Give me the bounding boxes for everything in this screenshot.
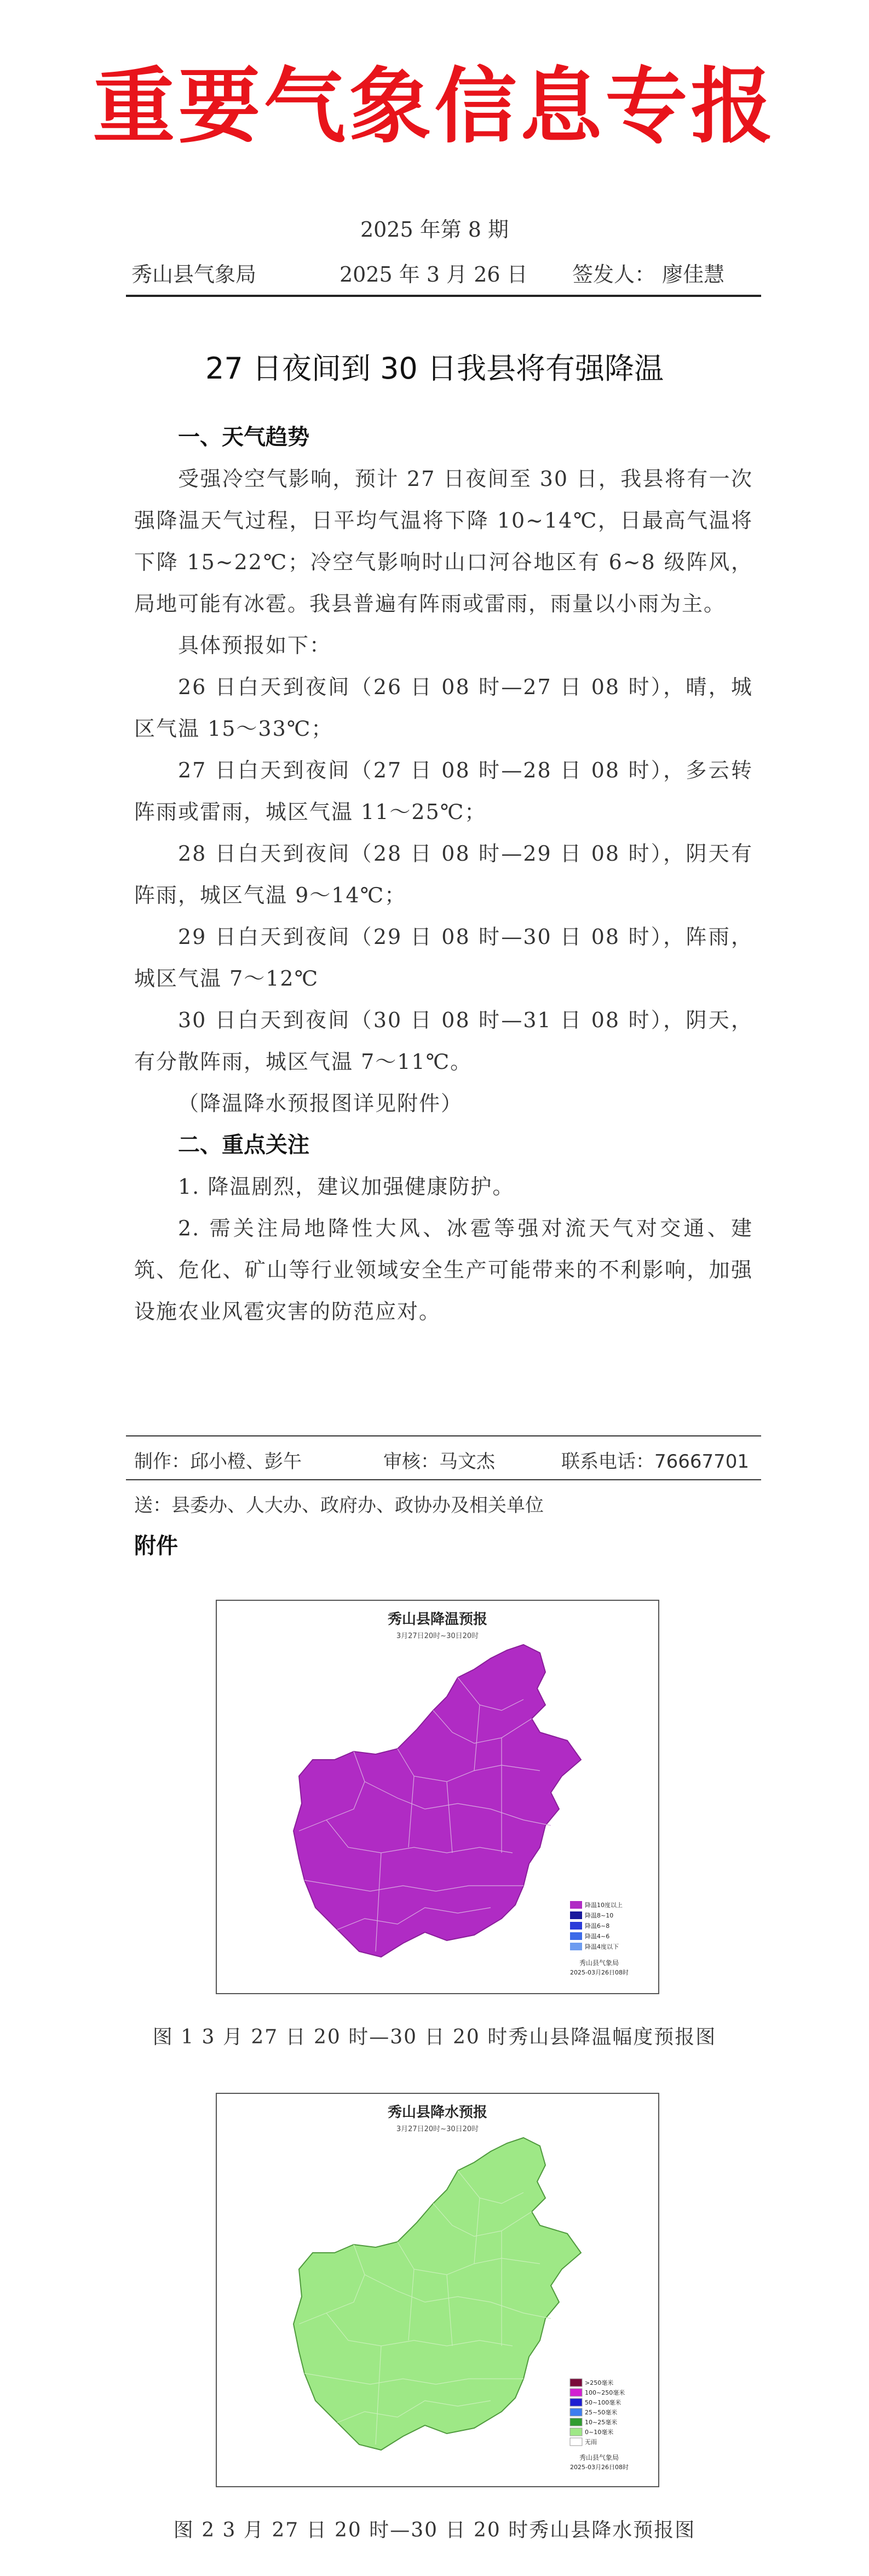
map2-legend-swatch-2 [570, 2389, 582, 2396]
map2-legend-label-2: 100~250毫米 [585, 2389, 625, 2396]
map2-legend-swatch-4 [570, 2408, 582, 2416]
forecast-day-26: 26 日白天到夜间（26 日 08 时—27 日 08 时），晴，城区气温 15～33℃； [134, 675, 753, 741]
section-weather-trend: 一、天气趋势 [178, 425, 309, 450]
map1-legend-swatch-3 [570, 1922, 582, 1930]
attachment-heading: 附件 [134, 1533, 178, 1559]
forecast-day-27: 27 日白天到夜间（27 日 08 时—28 日 08 时），多云转阵雨或雷雨，城区气温 11～25℃； [134, 758, 753, 824]
footer-row [134, 1446, 753, 1474]
map1-legend [570, 1901, 629, 1976]
county-region-shape-2 [293, 2138, 581, 2450]
map2-title: 秀山县降水预报 [387, 2104, 488, 2121]
cooling-forecast-map [216, 1600, 659, 1994]
map1-source: 秀山县气象局 [579, 1959, 619, 1967]
distribution-list: 送：县委办、人大办、政府办、政协办及相关单位 [134, 1495, 544, 1516]
attention-item-2: 2. 需关注局地降性大风、冰雹等强对流天气对交通、建筑、危化、矿山等行业领域安全生产可能带来的不利影响，加强设施农业风雹灾害的防范应对。 [134, 1216, 753, 1324]
section-key-attention: 二、重点关注 [178, 1132, 309, 1158]
map2-legend-swatch-3 [570, 2398, 582, 2406]
map2-legend-label-7: 无雨 [585, 2438, 597, 2446]
forecast-day-29: 29 日白天到夜间（29 日 08 时—30 日 08 时），阵雨，城区气温 7～12℃ [134, 925, 753, 991]
issue-date: 2025 年 3 月 26 日 [339, 262, 528, 287]
trend-paragraph: 受强冷空气影响，预计 27 日夜间至 30 日，我县将有一次强降温天气过程，日平均气温将下降 10~14℃，日最高气温将下降 15~22℃；冷空气影响时山口河谷地区有 6~8 级阵风，局地可能有冰雹。我县普遍有阵雨或雷雨，雨量以小雨为主。 [134, 467, 753, 616]
producer: 制作：邱小橙、彭午 [134, 1451, 302, 1473]
map1-legend-swatch-5 [570, 1943, 582, 1950]
map1-legend-label-2: 降温8~10 [585, 1912, 614, 1919]
header-rule [126, 295, 761, 297]
masthead-title: 重要气象信息专报 [93, 59, 776, 154]
document-body [134, 416, 753, 1332]
contact-phone: 联系电话：76667701 [561, 1451, 750, 1473]
reviewer: 审核：马文杰 [383, 1451, 495, 1473]
forecast-day-28: 28 日白天到夜间（28 日 08 时—29 日 08 时），阴天有阵雨，城区气温 9～14℃； [134, 842, 753, 907]
map2-legend-label-3: 50~100毫米 [585, 2399, 621, 2406]
map2-subtitle: 3月27日20时~30日20时 [396, 2125, 479, 2133]
map1-title: 秀山县降温预报 [387, 1611, 488, 1628]
map1-legend-swatch-4 [570, 1932, 582, 1940]
map2-legend-label-1: >250毫米 [585, 2379, 614, 2386]
map2-legend-swatch-7 [570, 2438, 582, 2446]
map2-source: 秀山县气象局 [579, 2454, 619, 2461]
map2-legend-swatch-1 [570, 2379, 582, 2386]
map1-legend-label-4: 降温4~6 [585, 1933, 610, 1940]
issuing-org: 秀山县气象局 [131, 262, 257, 287]
map2-legend [570, 2379, 629, 2471]
map1-legend-label-5: 降温4度以下 [585, 1943, 619, 1950]
map2-legend-swatch-5 [570, 2418, 582, 2426]
issue-number: 2025 年第 8 期 [360, 217, 509, 242]
attachment-note: （降温降水预报图详见附件） [178, 1091, 463, 1115]
attention-item-1: 1. 降温剧烈，建议加强健康防护。 [178, 1175, 515, 1199]
forecast-intro: 具体预报如下： [178, 633, 332, 657]
map1-caption: 图 1 3 月 27 日 20 时—30 日 20 时秀山县降温幅度预报图 [152, 2026, 717, 2048]
document-title: 27 日夜间到 30 日我县将有强降温 [205, 351, 664, 386]
meta-row [126, 257, 761, 296]
map1-legend-swatch-1 [570, 1901, 582, 1909]
map2-legend-label-4: 25~50毫米 [585, 2409, 618, 2416]
map1-subtitle: 3月27日20时~30日20时 [396, 1632, 479, 1640]
signer: 签发人： 廖佳慧 [572, 262, 725, 287]
map2-legend-label-6: 0~10毫米 [585, 2429, 614, 2436]
forecast-day-30: 30 日白天到夜间（30 日 08 时—31 日 08 时），阴天，有分散阵雨，城区气温 7～11℃。 [134, 1008, 753, 1074]
map1-legend-label-3: 降温6~8 [585, 1922, 610, 1930]
map2-legend-swatch-6 [570, 2428, 582, 2436]
map2-caption: 图 2 3 月 27 日 20 时—30 日 20 时秀山县降水预报图 [173, 2519, 696, 2541]
map1-legend-label-1: 降温10度以上 [585, 1902, 623, 1909]
footer-rule-top [126, 1435, 761, 1436]
map1-legend-swatch-2 [570, 1911, 582, 1919]
footer-rule-bottom [126, 1479, 761, 1480]
precipitation-forecast-map [216, 2093, 659, 2487]
county-region-shape [293, 1645, 581, 1957]
map2-issued: 2025-03月26日08时 [570, 2464, 629, 2471]
map1-issued: 2025-03月26日08时 [570, 1969, 629, 1976]
map2-legend-label-5: 10~25毫米 [585, 2419, 618, 2426]
